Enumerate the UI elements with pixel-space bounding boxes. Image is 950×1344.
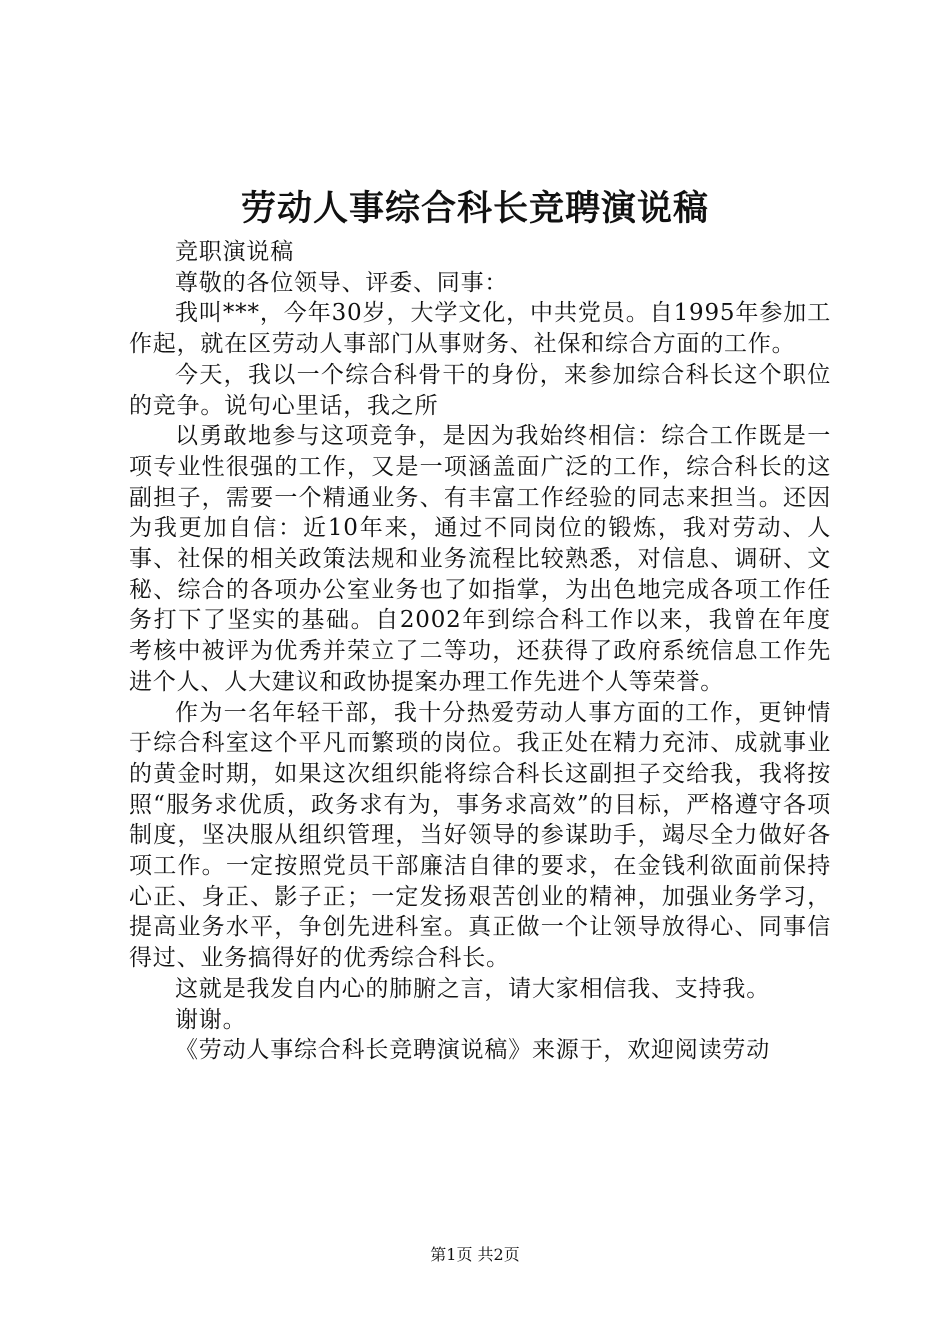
paragraph-heading: 竞职演说稿 [175,239,294,265]
paragraph-competition: 今天，我以一个综合科骨干的身份，来参加综合科长这个职位的竞争。说句心里话，我之所 [129,361,831,419]
paragraph-reasons: 以勇敢地参与这项竞争，是因为我始终相信：综合工作既是一项专业性很强的工作，又是一项涵盖面广泛的工作，综合科长的这副担子，需要一个精通业务、有丰富工作经验的同志来担当。还因为我更加自信：近10年来，通过不同岗位的锻炼，我对劳动、人事、社保的相关政策法规和业务流程比较熟悉，对信息、调研、文秘、综合的各项办公室业务也了如指掌，为出色地完成各项工作任务打下了坚实的基础。自2002年到综合科工作以来，我曾在年度考核中被评为优秀并荣立了二等功，还获得了政府系统信息工作先进个人、人大建议和政协提案办理工作先进个人等荣誉。 [129,423,831,695]
document-title: 劳动人事综合科长竞聘演说稿 [240,188,709,229]
paragraph-source: 《劳动人事综合科长竞聘演说稿》来源于，欢迎阅读劳动 [175,1037,770,1064]
page-number-footer: 第1页 共2页 [430,1245,520,1264]
paragraph-closing: 这就是我发自内心的肺腑之言，请大家相信我、支持我。 [175,975,770,1002]
paragraph-thanks: 谢谢。 [175,1006,247,1033]
paragraph-introduction: 我叫***，今年30岁，大学文化，中共党员。自1995年参加工作起，就在区劳动人事部门从事财务、社保和综合方面的工作。 [129,300,831,358]
document-body [129,237,831,1066]
paragraph-commitment: 作为一名年轻干部，我十分热爱劳动人事方面的工作，更钟情于综合科室这个平凡而繁琐的岗位。我正处在精力充沛、成就事业的黄金时期，如果这次组织能将综合科长这副担子交给我，我将按照“服务求优质，政务求有为，事务求高效”的目标，严格遵守各项制度，坚决服从组织管理，当好领导的参谋助手，竭尽全力做好各项工作。一定按照党员干部廉洁自律的要求，在金钱利欲面前保持心正、身正、影子正；一定发扬艰苦创业的精神，加强业务学习，提高业务水平，争创先进科室。真正做一个让领导放得心、同事信得过、业务搞得好的优秀综合科长。 [129,699,831,972]
paragraph-salutation: 尊敬的各位领导、评委、同事： [175,269,509,296]
